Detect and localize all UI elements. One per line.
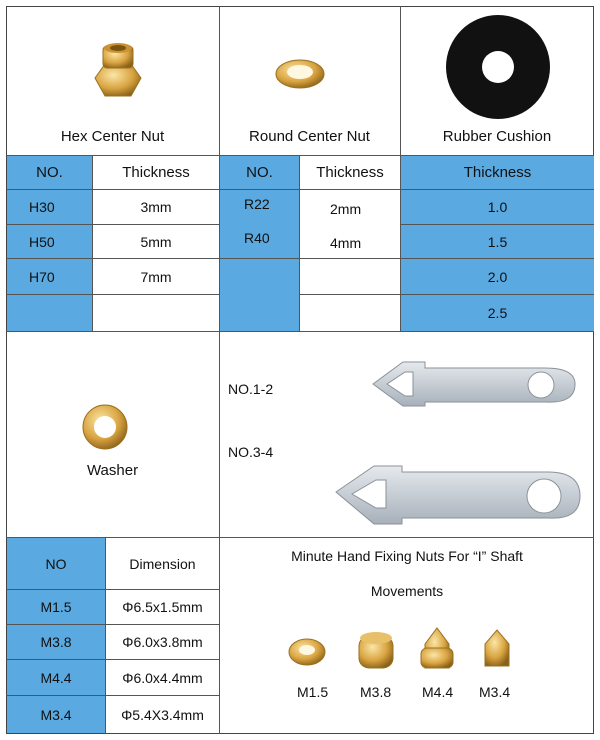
round-header-no: NO.	[220, 156, 299, 189]
rubber-cushion-image	[443, 12, 553, 122]
dimension-row-value: Φ6.5x1.5mm	[122, 599, 203, 615]
divider	[6, 331, 594, 332]
round-row-thickness: 2mm	[330, 201, 362, 217]
divider	[219, 331, 220, 537]
fixing-nuts-image	[285, 622, 545, 678]
hex-row-no: H50	[7, 225, 92, 258]
divider	[219, 537, 220, 734]
rubber-row-thickness: 1.0	[401, 190, 594, 224]
key-label: NO.1-2	[228, 381, 274, 397]
round-row-thickness: 4mm	[330, 235, 362, 251]
key-large-image	[330, 458, 585, 530]
hex-row-no: H30	[7, 190, 92, 224]
round-row-no: R40	[244, 230, 270, 246]
fixing-nuts-title-line1: Minute Hand Fixing Nuts For “I” Shaft	[291, 548, 523, 564]
dimension-row-value: Φ6.0x4.4mm	[122, 669, 203, 686]
rubber-row-thickness: 1.5	[401, 225, 594, 258]
hex-row-no: H70	[7, 259, 92, 294]
hex-row-thickness: 3mm	[140, 199, 172, 215]
fixing-nuts-title-line2: Movements	[370, 583, 444, 599]
rubber-cushion-caption: Rubber Cushion	[442, 128, 552, 145]
round-header-thickness: Thickness	[316, 164, 384, 181]
dimension-row-no: M3.4	[7, 696, 105, 733]
dimension-row-no: M3.8	[7, 625, 105, 659]
round-row-no: R22	[244, 196, 270, 212]
washer-image	[81, 403, 129, 451]
dimension-row-value: Φ6.0x3.8mm	[122, 634, 203, 650]
hex-header-no: NO.	[7, 156, 92, 189]
dimension-row-no: M4.4	[7, 660, 105, 695]
rubber-row-thickness: 2.0	[401, 259, 594, 294]
hex-nut-image	[85, 38, 151, 104]
hex-row-thickness	[93, 295, 219, 331]
hex-header-thickness: Thickness	[122, 164, 190, 181]
round-nut-caption: Round Center Nut	[249, 128, 370, 145]
round-empty-cell	[220, 259, 299, 331]
fixing-nut-label: M3.4	[479, 684, 511, 700]
dimension-header-dimension: Dimension	[129, 555, 196, 572]
fixing-nut-label: M1.5	[297, 684, 329, 700]
washer-caption: Washer	[86, 462, 139, 479]
hex-row-no	[7, 295, 92, 331]
hex-row-thickness: 7mm	[140, 268, 172, 285]
hex-row-thickness: 5mm	[140, 233, 172, 250]
key-label: NO.3-4	[228, 444, 274, 460]
dimension-row-no: M1.5	[7, 590, 105, 624]
rubber-row-thickness: 2.5	[401, 295, 594, 331]
dimension-row-value: Φ5.4X3.4mm	[121, 706, 204, 723]
fixing-nut-label: M4.4	[422, 684, 454, 700]
hex-nut-caption: Hex Center Nut	[60, 128, 165, 145]
round-nut-image	[272, 52, 328, 92]
dimension-header-no: NO	[7, 538, 105, 589]
key-small-image	[365, 354, 580, 414]
fixing-nut-label: M3.8	[360, 684, 392, 700]
rubber-header-thickness: Thickness	[401, 156, 594, 189]
